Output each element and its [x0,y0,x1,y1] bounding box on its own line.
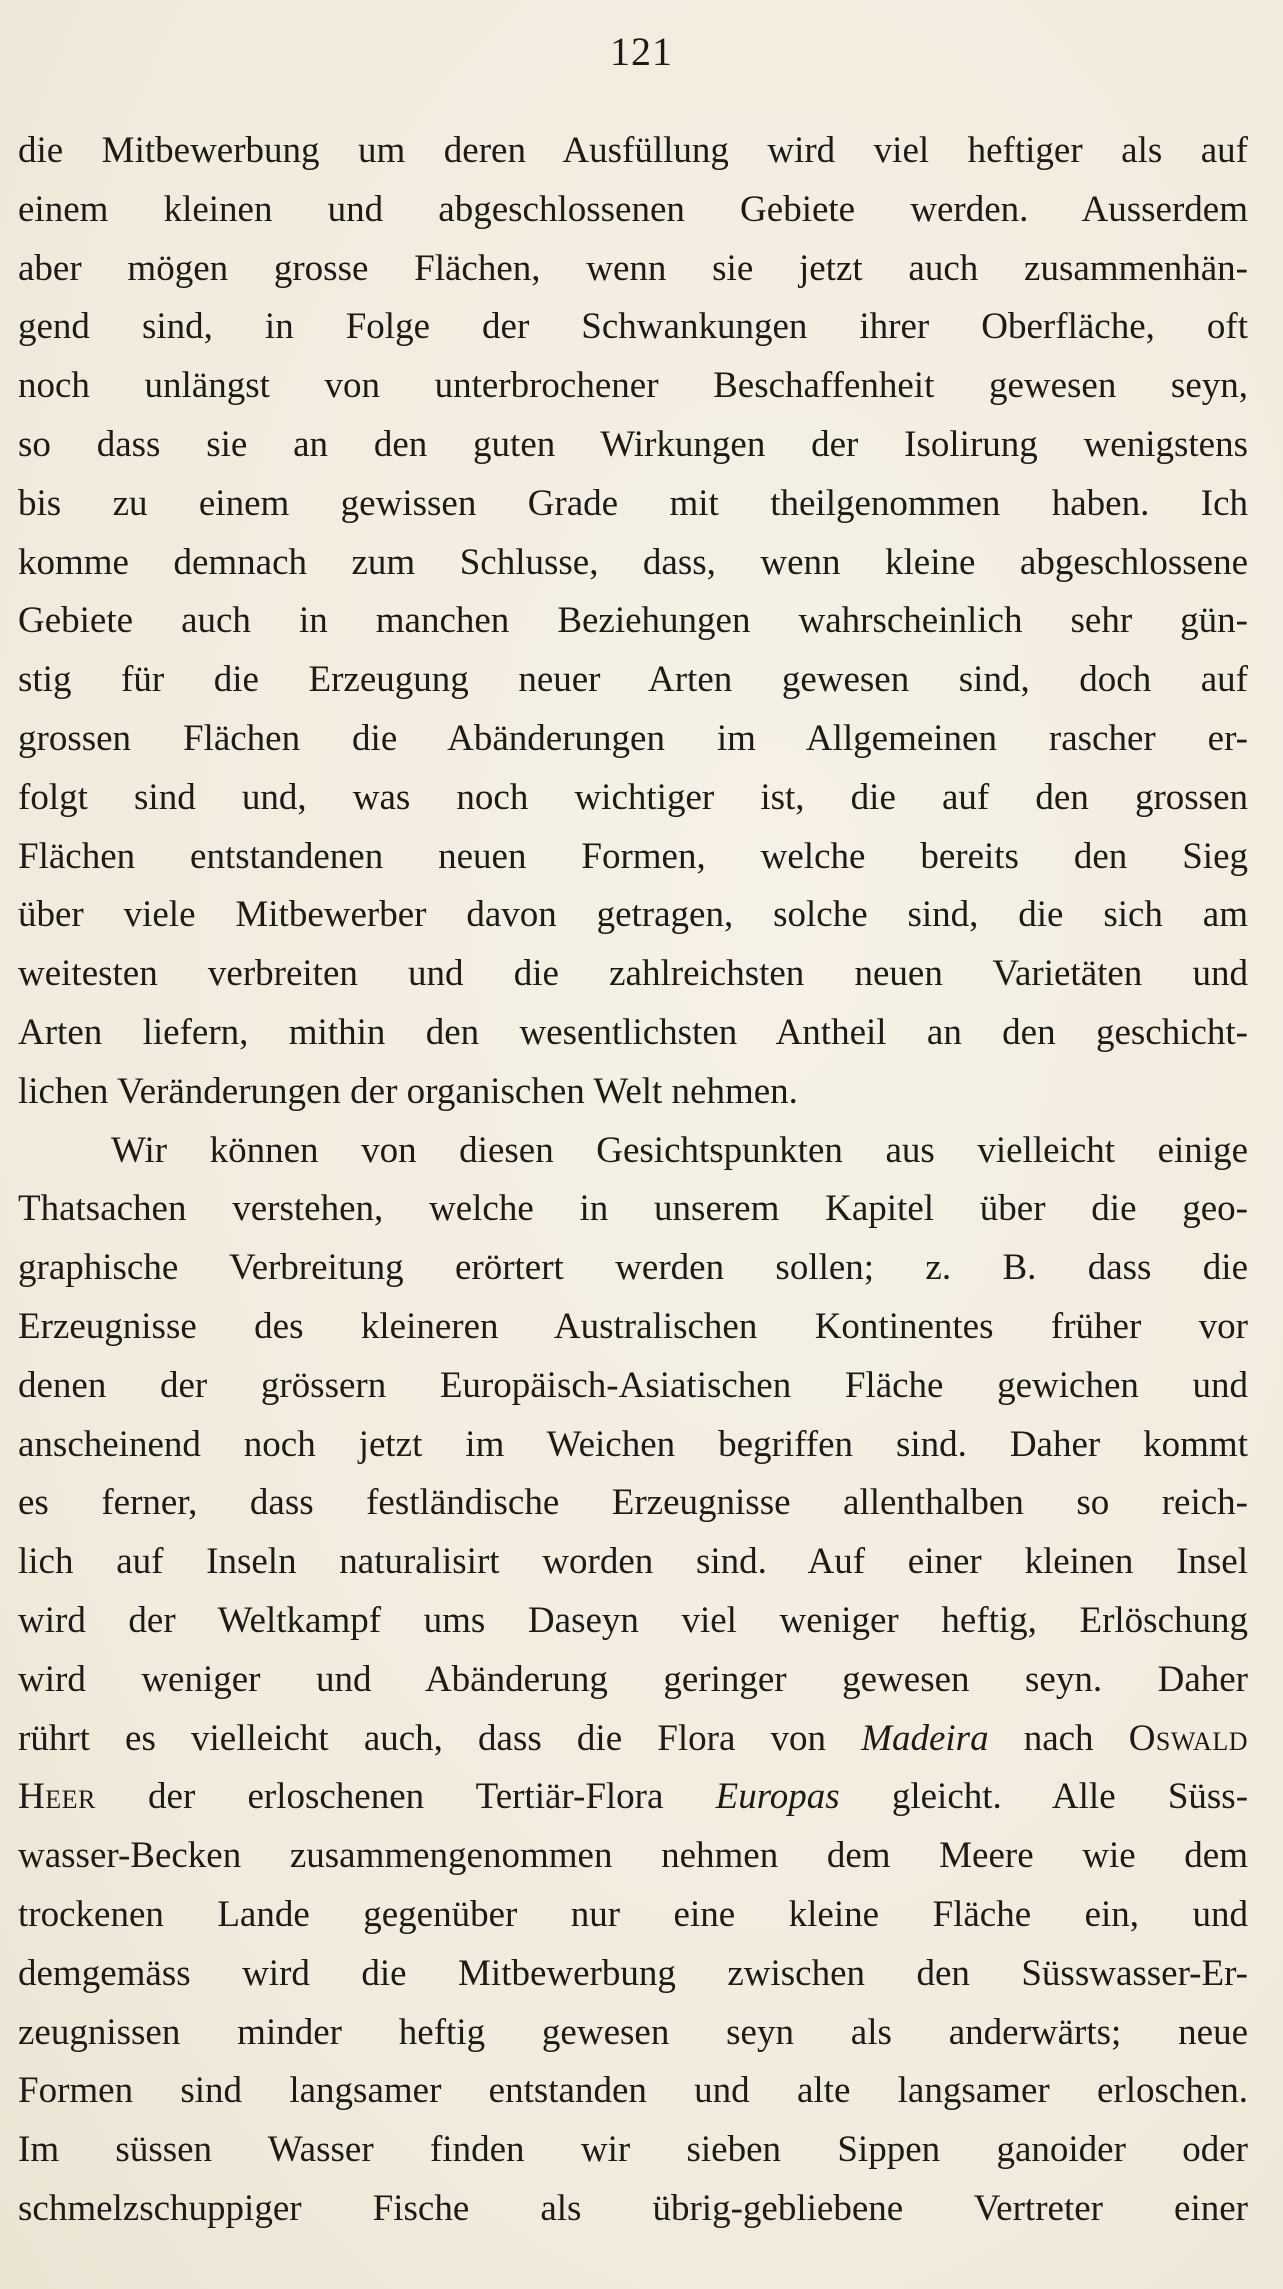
text-line: über viele Mitbewerber davon getragen, solche sind, die sich am [18,894,1248,936]
text-line: schmelzschuppiger Fische als übrig-gebliebene Vertreter einer [18,2187,1248,2229]
text-line: folgt sind und, was noch wichtiger ist, die auf den grossen [18,776,1248,818]
text-line: graphische Verbreitung erörtert werden sollen; z. B. dass die [18,1247,1248,1289]
text-line: Erzeugnisse des kleineren Australischen Kontinentes früher vor [18,1305,1248,1347]
text-line: einem kleinen und abgeschlossenen Gebiete werden. Ausserdem [18,188,1248,230]
text-line-mixed [18,1768,1248,1827]
text-line: anscheinend noch jetzt im Weichen begriffen sind. Daher kommt [18,1423,1248,1465]
text-line: weitesten verbreiten und die zahlreichsten neuen Varietäten und [18,953,1248,995]
text-line: wird der Weltkampf ums Daseyn viel weniger heftig, Erlöschung [18,1599,1248,1641]
italic-place-name: Europas [715,1776,840,1818]
body-text [18,122,1248,2239]
text-line: demgemäss wird die Mitbewerbung zwischen den Süsswasser-Er- [18,1952,1248,1994]
text-line-mixed [18,1710,1248,1769]
text-line: gend sind, in Folge der Schwankungen ihrer Oberfläche, oft [18,306,1248,348]
text-line: trockenen Lande gegenüber nur eine kleine Fläche ein, und [18,1893,1248,1935]
text-line: Thatsachen verstehen, welche in unserem Kapitel über die geo- [18,1188,1248,1230]
page-number: 121 [610,29,673,74]
text-line: stig für die Erzeugung neuer Arten gewesen sind, doch auf [18,659,1248,701]
text-line: zeugnissen minder heftig gewesen seyn als anderwärts; neue [18,2011,1248,2053]
italic-place-name: Madeira [861,1717,989,1759]
text-line: wird weniger und Abänderung geringer gewesen seyn. Daher [18,1658,1248,1700]
text-line: es ferner, dass festländische Erzeugnisse allenthalben so reich- [18,1482,1248,1524]
text-run: gleicht. Alle Süss- [839,1776,1248,1818]
text-line: Gebiete auch in manchen Beziehungen wahrscheinlich sehr gün- [18,600,1248,642]
text-run: rührt es vielleicht auch, dass die Flora von [18,1717,862,1759]
text-line: die Mitbewerbung um deren Ausfüllung wird viel heftiger als auf [18,130,1248,171]
text-line: aber mögen grosse Flächen, wenn sie jetzt auch zusammenhän- [18,247,1248,289]
text-run [96,1776,148,1817]
author-name: Heer [18,1776,96,1818]
text-line: wasser-Becken zusammengenommen nehmen dem Meere wie dem [18,1835,1248,1877]
text-line: Im süssen Wasser finden wir sieben Sippen ganoider oder [18,2129,1248,2171]
text-line: bis zu einem gewissen Grade mit theilgenommen haben. Ich [18,482,1248,524]
text-line: noch unlängst von unterbrochener Beschaffenheit gewesen seyn, [18,365,1248,407]
text-line: grossen Flächen die Abänderungen im Allgemeinen rascher er- [18,717,1248,759]
paragraph-end-line: lichen Veränderungen der organischen Welt nehmen. [18,1070,798,1112]
text-line: Arten liefern, mithin den wesentlichsten Antheil an den geschicht- [18,1011,1248,1053]
paragraph-start-line: Wir können von diesen Gesichtspunkten aus vielleicht einige [111,1129,1248,1171]
text-line: lich auf Inseln naturalisirt worden sind. Auf einer kleinen Insel [18,1541,1248,1583]
text-line: so dass sie an den guten Wirkungen der Isolirung wenigstens [18,423,1248,465]
text-run: nach [988,1717,1129,1759]
text-line: komme demnach zum Schlusse, dass, wenn kleine abgeschlossene [18,541,1248,583]
text-line: Flächen entstandenen neuen Formen, welche bereits den Sieg [18,835,1248,877]
text-line: denen der grössern Europäisch-Asiatischen Fläche gewichen und [18,1364,1248,1406]
author-name: Oswald [1128,1717,1248,1759]
text-line: Formen sind langsamer entstanden und alte langsamer erloschen. [18,2070,1248,2112]
text-run: der erloschenen Tertiär-Flora [148,1776,716,1818]
